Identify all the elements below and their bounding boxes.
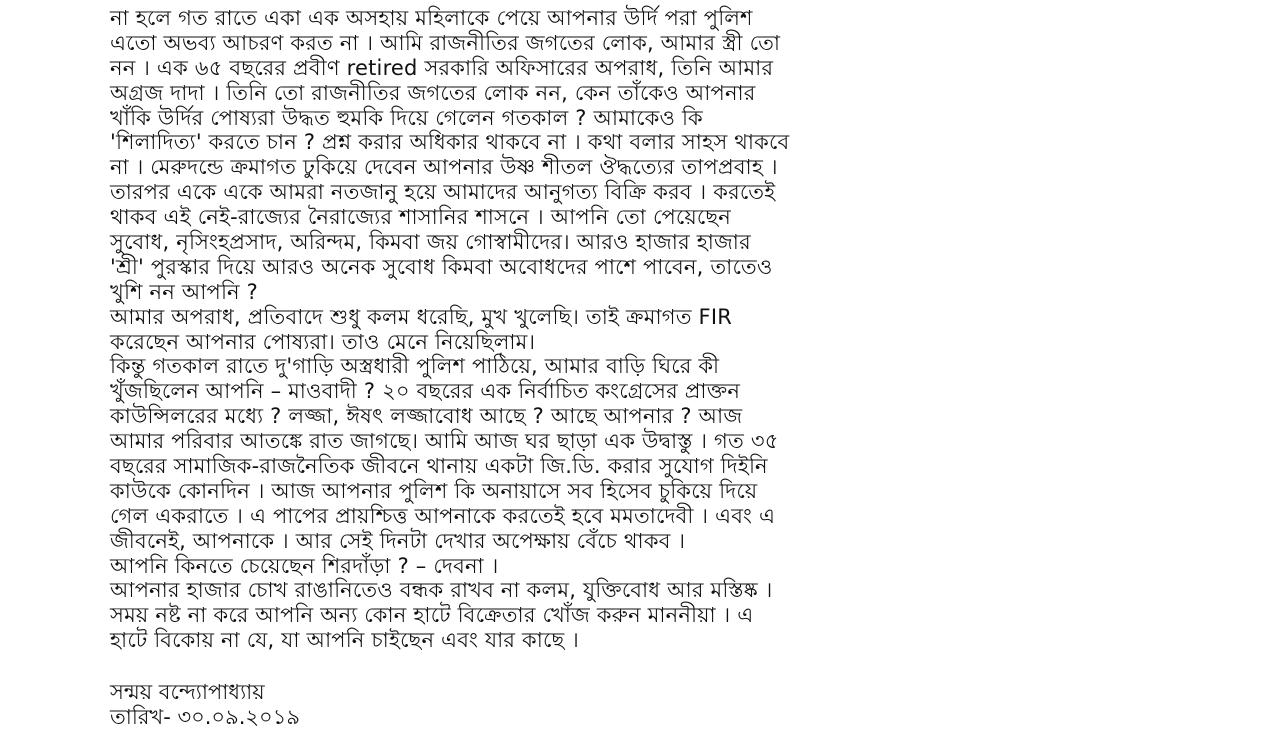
letter-line: খুশি নন আপনি ? xyxy=(110,279,258,304)
letter-line: আপনার হাজার চোখ রাঙানিতেও বন্ধক রাখব না কলম, যুক্তিবোধ আর মস্তিষ্ক । xyxy=(110,578,773,603)
letter-line: গেল একরাতে । এ পাপের প্রায়শ্চিত্ত আপনাকে করতেই হবে মমতাদেবী । এবং এ xyxy=(110,503,776,528)
letter-line: খাঁকি উর্দির পোষ্যরা উদ্ধত হুমকি দিয়ে গেলেন গতকাল ? আমাকেও কি xyxy=(110,105,703,130)
letter-line: করেছেন আপনার পোষ্যরা। তাও মেনে নিয়েছিলাম। xyxy=(110,329,536,354)
letter-line: জীবনেই, আপনাকে । আর সেই দিনটা দেখার অপেক্ষায় বেঁচে থাকব । xyxy=(110,528,686,553)
letter-line: নন । এক ৬৫ বছরের প্রবীণ retired সরকারি অফিসারের অপরাধ, তিনি আমার xyxy=(110,55,774,80)
letter-line: না হলে গত রাতে একা এক অসহায় মহিলাকে পেয়ে আপনার উর্দি পরা পুলিশ xyxy=(110,6,753,30)
letter-line: বছরের সামাজিক-রাজনৈতিক জীবনে থানায় একটা জি.ডি. করার সুযোগ দিইনি xyxy=(110,454,768,479)
signature-block xyxy=(110,680,300,730)
letter-line: অগ্রজ দাদা । তিনি তো রাজনীতির জগতের লোক নন, কেন তাঁকেও আপনার xyxy=(110,80,756,105)
letter-line: আপনি কিনতে চেয়েছেন শিরদাঁড়া ? – দেবনা । xyxy=(110,553,499,578)
letter-line: কিন্তু গতকাল রাতে দু'গাড়ি অস্ত্রধারী পুলিশ পাঠিয়ে, আমার বাড়ি ঘিরে কী xyxy=(110,354,720,379)
letter-line: 'শিলাদিত্য' করতে চান ? প্রশ্ন করার অধিকার থাকবে না । কথা বলার সাহস থাকবে xyxy=(110,130,790,155)
letter-line: আমার পরিবার আতঙ্কে রাত জাগছে। আমি আজ ঘর ছাড়া এক উদ্বাস্তু । গত ৩৫ xyxy=(110,429,779,454)
letter-line: তারপর একে একে আমরা নতজানু হয়ে আমাদের আনুগত্য বিক্রি করব । করতেই xyxy=(110,180,776,205)
letter-line: খুঁজছিলেন আপনি – মাওবাদী ? ২০ বছরের এক নির্বাচিত কংগ্রেসের প্রাক্তন xyxy=(110,379,741,404)
letter-line: কাউকে কোনদিন । আজ আপনার পুলিশ কি অনায়াসে সব হিসেব চুকিয়ে দিয়ে xyxy=(110,478,758,503)
signature-date: তারিখ- ৩০.০৯.২০১৯ xyxy=(110,705,300,729)
letter-line: কাউন্সিলরের মধ্যে ? লজ্জা, ঈষৎ লজ্জাবোধ আছে ? আছে আপনার ? আজ xyxy=(110,404,743,429)
letter-line: হাটে বিকোয় না যে, যা আপনি চাইছেন এবং যার কাছে । xyxy=(110,628,579,653)
letter-line: সুবোধ, নৃসিংহপ্রসাদ, অরিন্দম, কিমবা জয় গোস্বামীদের। আরও হাজার হাজার xyxy=(110,230,751,255)
letter-line: না । মেরুদন্ডে ক্রমাগত ঢুকিয়ে দেবেন আপনার উষ্ণ শীতল ঔদ্ধত্যের তাপপ্রবাহ । xyxy=(110,155,778,180)
letter-line: 'শ্রী' পুরস্কার দিয়ে আরও অনেক সুবোধ কিমবা অবোধদের পাশে পাবেন, তাতেও xyxy=(110,254,773,279)
letter-body xyxy=(110,6,1180,653)
signature-name: সন্ময় বন্দ্যোপাধ্যায় xyxy=(110,680,265,704)
letter-line: এতো অভব্য আচরণ করত না । আমি রাজনীতির জগতের লোক, আমার স্ত্রী তো xyxy=(110,30,781,55)
letter-line: থাকব এই নেই-রাজ্যের নৈরাজ্যের শাসানির শাসনে । আপনি তো পেয়েছেন xyxy=(110,205,732,230)
letter-line: আমার অপরাধ, প্রতিবাদে শুধু কলম ধরেছি, মুখ খুলেছি। তাই ক্রমাগত FIR xyxy=(110,304,733,329)
letter-line: সময় নষ্ট না করে আপনি অন্য কোন হাটে বিক্রেতার খোঁজ করুন মাননীয়া । এ xyxy=(110,603,754,628)
